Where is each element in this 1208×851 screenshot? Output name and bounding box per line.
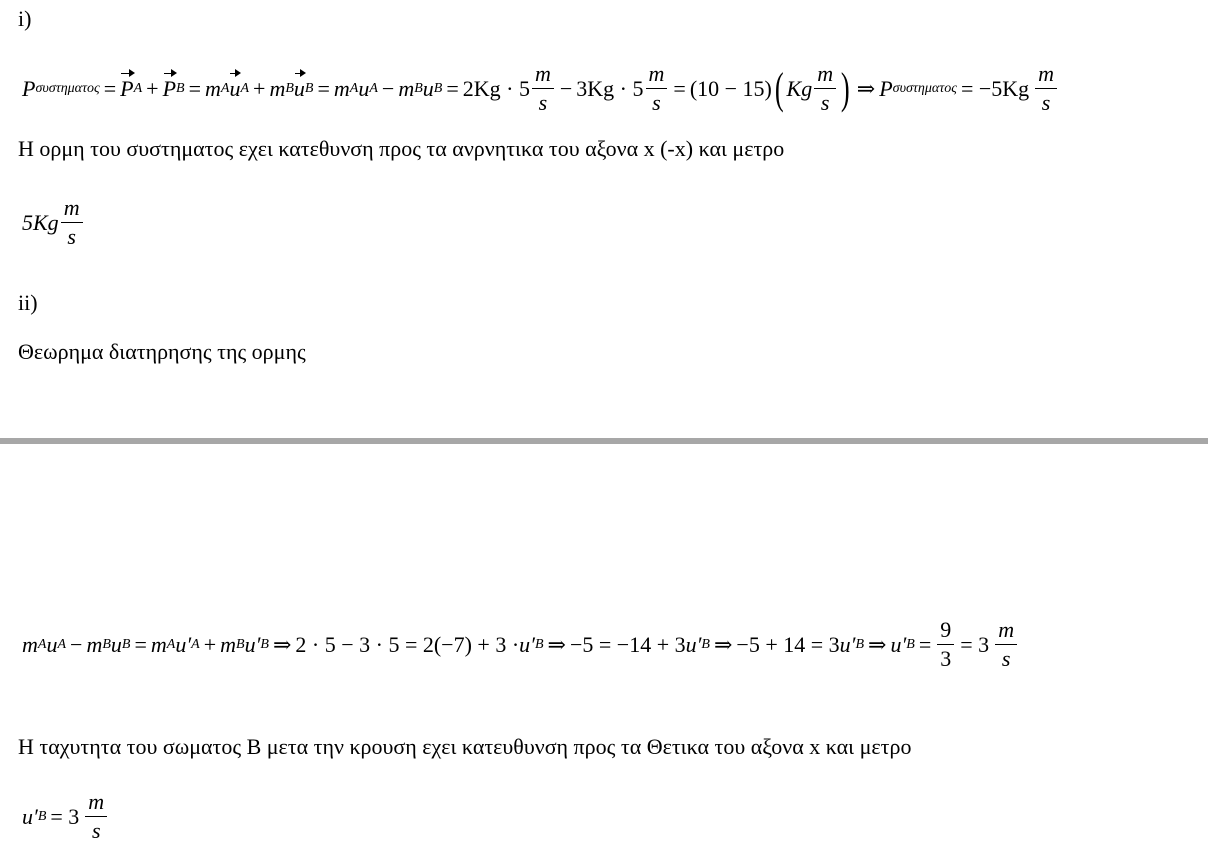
implies-arrow: ⇒ [713, 631, 733, 657]
symbol-m: m [86, 631, 103, 657]
symbol-m: m [333, 75, 350, 101]
symbol-u-prime: u′ [519, 631, 535, 657]
subscript: B [37, 808, 47, 824]
denominator: s [67, 224, 76, 249]
symbol-u: u [46, 631, 58, 657]
numerator: m [646, 62, 668, 89]
symbol-u-prime: u′ [685, 631, 702, 657]
implies-arrow: ⇒ [856, 75, 876, 101]
step: −5 = −14 + 3 [569, 631, 686, 657]
implies-arrow: ⇒ [547, 631, 566, 657]
conservation-equation [22, 618, 1019, 671]
symbol-u-prime: u′ [839, 631, 856, 657]
symbol-m: m [398, 75, 415, 101]
symbol-m: m [22, 631, 38, 657]
symbol-m: m [205, 75, 221, 101]
magnitude-value: 5Kg [22, 209, 59, 235]
subscript: A [166, 636, 176, 652]
symbol-u: u [422, 75, 434, 101]
result-value: = 3 [960, 631, 990, 657]
left-paren: ( [774, 63, 784, 113]
denominator: s [538, 90, 548, 115]
part-i-label: i) [18, 6, 32, 31]
subscript: A [37, 636, 47, 652]
operator: = [446, 75, 459, 101]
symbol-m: m [269, 75, 286, 101]
step: −5 + 14 = 3 [736, 631, 840, 657]
numerator: m [995, 618, 1017, 645]
momentum-statement: Η ορμη του συστηματος εχει κατεθυνση προς τα ανρνητικα του αξονα x (-x) και μετρο [18, 136, 785, 161]
symbol-P: P [879, 75, 893, 101]
fraction [814, 62, 836, 115]
symbol-P: P [22, 75, 36, 101]
numerator: m [814, 62, 836, 89]
numerator: 9 [937, 618, 954, 645]
subscript: B [102, 636, 111, 652]
subscript: A [191, 636, 200, 652]
subscript: B [906, 636, 915, 652]
denominator: s [1001, 646, 1011, 671]
subscript: B [414, 80, 423, 96]
symbol-u-prime: u′ [890, 631, 907, 657]
subscript: A [133, 80, 143, 96]
denominator: s [1041, 90, 1051, 115]
operator: + [146, 75, 159, 101]
subscript: συστηματος [35, 80, 100, 96]
numerator: m [85, 790, 107, 817]
symbol-m: m [150, 631, 167, 657]
operator: = [134, 631, 147, 657]
part-ii-label: ii) [18, 290, 38, 315]
symbol-u: u [110, 631, 122, 657]
term: (10 − 15) [689, 75, 772, 101]
unit: Kg [786, 75, 813, 101]
vector-uA: u [229, 75, 241, 101]
fraction [646, 62, 668, 115]
term: 3Kg · 5 [576, 75, 644, 101]
subscript: συστηματος [892, 80, 957, 96]
subscript: B [121, 636, 131, 652]
term: 2Kg · 5 [462, 75, 530, 101]
subscript: A [220, 80, 230, 96]
operator: − [70, 631, 83, 657]
implies-arrow: ⇒ [272, 631, 292, 657]
momentum-equation [22, 62, 1059, 115]
subscript: B [855, 636, 865, 652]
operator: − [559, 75, 573, 101]
denominator: s [820, 90, 830, 115]
denominator: s [91, 818, 101, 843]
subscript: B [534, 636, 544, 652]
operator: = [673, 75, 686, 101]
symbol-u-prime: u′ [244, 631, 261, 657]
momentum-magnitude [22, 196, 85, 249]
operator: + [253, 75, 266, 101]
subscript: B [176, 80, 185, 96]
subscript: A [369, 80, 378, 96]
fraction [1035, 62, 1057, 115]
subscript: B [701, 636, 710, 652]
vector-PB: P [162, 75, 177, 101]
subscript: A [240, 80, 250, 96]
fraction [995, 618, 1017, 671]
result-value: = −5Kg [960, 75, 1030, 101]
numerator: m [532, 62, 554, 89]
subscript: A [349, 80, 359, 96]
denominator: 3 [940, 646, 952, 671]
symbol-u-prime: u′ [22, 803, 38, 829]
operator: = [918, 631, 932, 657]
page-divider [0, 438, 1208, 444]
numerator: m [1035, 62, 1057, 89]
implies-arrow: ⇒ [868, 631, 887, 657]
velocity-result [22, 790, 109, 843]
symbol-u: u [358, 75, 370, 101]
numerator: m [61, 196, 83, 223]
subscript: A [57, 636, 67, 652]
fraction [61, 196, 83, 249]
operator: + [203, 631, 217, 657]
vector-PA: P [120, 75, 134, 101]
symbol-m: m [220, 631, 237, 657]
fraction [532, 62, 554, 115]
right-paren: ) [841, 63, 850, 113]
subscript: B [433, 80, 443, 96]
result-value: = 3 [50, 803, 80, 829]
symbol-u-prime: u′ [175, 631, 192, 657]
fraction [85, 790, 107, 843]
operator: = [317, 75, 330, 101]
step: 2 · 5 − 3 · 5 = 2(−7) + 3 · [295, 631, 520, 657]
operator: = [103, 75, 117, 101]
theorem-title: Θεωρημα διατηρησης της ορμης [18, 339, 306, 364]
operator: − [381, 75, 395, 101]
vector-uB: u [293, 75, 305, 101]
subscript: B [260, 636, 269, 652]
operator: = [188, 75, 202, 101]
subscript: B [236, 636, 245, 652]
subscript: B [304, 80, 314, 96]
fraction [937, 618, 954, 671]
denominator: s [652, 90, 661, 115]
subscript: B [285, 80, 294, 96]
velocity-statement: Η ταχυτητα του σωματος Β μετα την κρουση εχει κατευθυνση προς τα Θετικα του αξονα x και μετρο [18, 734, 912, 759]
